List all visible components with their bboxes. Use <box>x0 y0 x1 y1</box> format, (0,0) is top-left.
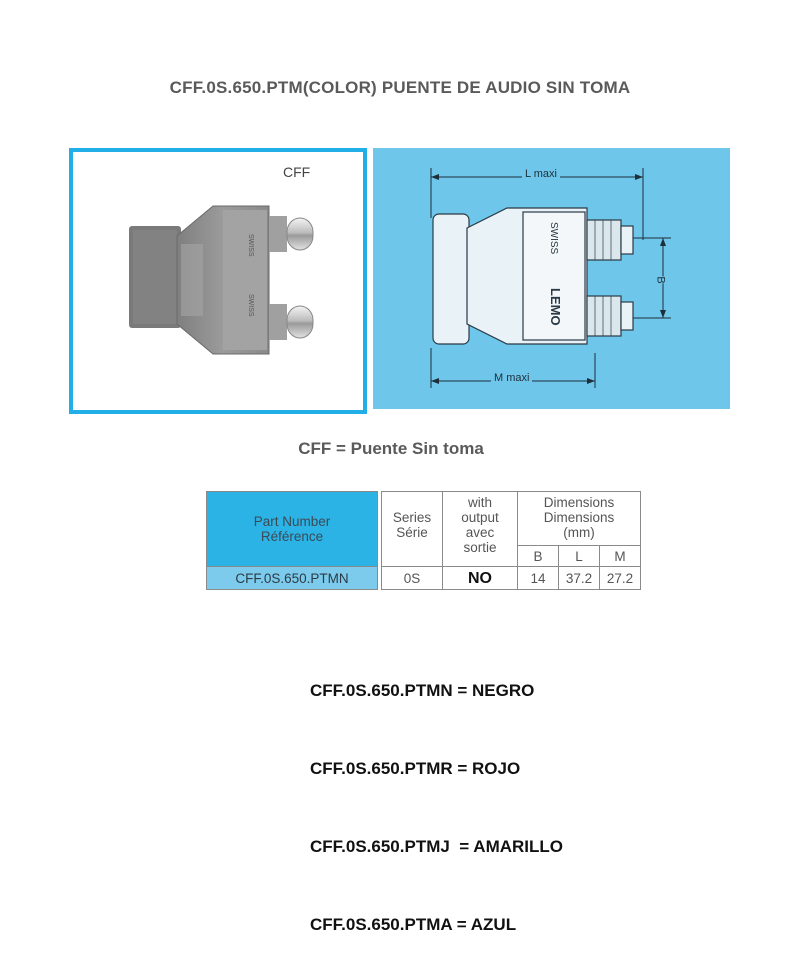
svg-text:SWISS: SWISS <box>247 234 254 257</box>
variant-item: CFF.0S.650.PTMJ = AMARILLO <box>310 837 563 856</box>
drawing-brand-text: LEMO <box>548 288 563 326</box>
page-title: CFF.0S.650.PTM(COLOR) PUENTE DE AUDIO SIN TOMA <box>169 78 631 97</box>
header-l: L <box>559 546 600 567</box>
header-output: with output avec sortie <box>443 492 518 567</box>
table-row <box>207 567 641 590</box>
svg-text:SWISS: SWISS <box>247 294 254 317</box>
header-b: B <box>518 546 559 567</box>
header-dimensions: Dimensions Dimensions (mm) <box>518 492 641 546</box>
product-photo <box>73 152 363 410</box>
cell-b: 14 <box>518 567 559 590</box>
cell-part: CFF.0S.650.PTMN <box>207 567 378 590</box>
dimension-drawing <box>373 148 730 409</box>
header-series: Series Série <box>382 492 443 567</box>
product-photo-panel <box>69 148 367 414</box>
header-part-number: Part Number Référence <box>207 492 378 567</box>
cell-series: 0S <box>382 567 443 590</box>
cell-output: NO <box>443 567 518 590</box>
header-m: M <box>600 546 641 567</box>
variant-item: CFF.0S.650.PTMR = ROJO <box>310 759 521 778</box>
variant-item: CFF.0S.650.PTMN = NEGRO <box>310 681 535 700</box>
color-variants <box>310 626 563 964</box>
b-label: B <box>654 276 667 284</box>
drawing-swiss-text: SWISS <box>548 222 559 255</box>
cell-m: 27.2 <box>600 567 641 590</box>
cell-l: 37.2 <box>559 567 600 590</box>
variant-item: CFF.0S.650.PTMA = AZUL <box>310 915 517 934</box>
technical-drawing-panel <box>373 148 730 409</box>
photo-label: CFF <box>283 164 311 180</box>
subtitle: CFF = Puente Sin toma <box>298 439 484 458</box>
l-maxi-label: L maxi <box>522 168 560 180</box>
m-maxi-label: M maxi <box>491 372 532 384</box>
spec-table <box>206 491 641 590</box>
